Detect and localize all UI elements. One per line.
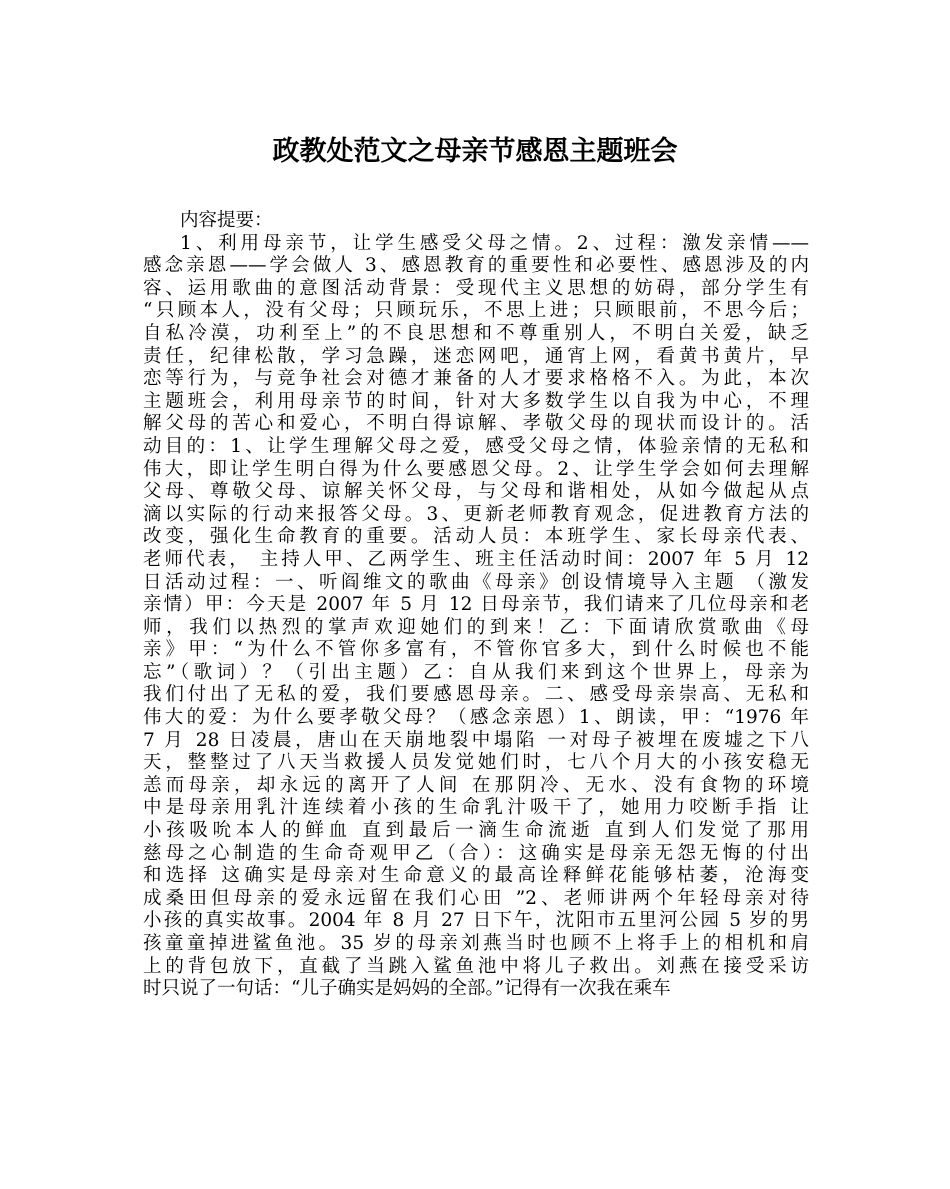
body-line: 责任，纪律松散，学习急躁，迷恋网吧，通宵上网，看黄书黄片，早 <box>143 345 809 367</box>
body-line: 伟大，即让学生明白得为什么要感恩父母。2、让学生学会如何去理解 <box>143 458 809 480</box>
body-line: 师，我们以热烈的掌声欢迎她们的到来！乙：下面请欣赏歌曲《母 <box>143 616 809 638</box>
document-content <box>143 210 809 1001</box>
body-line: 1、利用母亲节，让学生感受父母之情。2、过程：激发亲情—— <box>180 232 809 254</box>
body-line: 恋等行为，与竞争社会对德才兼备的人才要求格格不入。为此，本次 <box>143 368 809 390</box>
body-line: 容、运用歌曲的意图活动背景：受现代主义思想的妨碍，部分学生有 <box>143 277 809 299</box>
body-line: 忘”（歌词）？（引出主题）乙：自从我们来到这个世界上，母亲为 <box>143 661 809 683</box>
document-title: 政教处范文之母亲节感恩主题班会 <box>272 136 678 167</box>
body-line: 中是母亲用乳汁连续着小孩的生命乳汁吸干了，她用力咬断手指 让 <box>143 797 809 819</box>
body-line: 动目的：1、让学生理解父母之爱，感受父母之情，体验亲情的无私和 <box>143 435 809 457</box>
body-line: 老师代表， 主持人甲、乙两学生、班主任活动时间：2007 年 5 月 12 <box>143 548 809 570</box>
body-line: 感念亲恩——学会做人 3、感恩教育的重要性和必要性、感恩涉及的内 <box>143 255 809 277</box>
body-line: 天，整整过了八天当救援人员发觉她们时，七八个月大的小孩安稳无 <box>143 752 809 774</box>
body-line: 小孩的真实故事。2004 年 8 月 27 日下午，沈阳市五里河公园 5 岁的男 <box>143 910 809 932</box>
body-line: 亲》甲：“为什么不管你多富有，不管你官多大，到什么时候也不能 <box>143 639 809 661</box>
body-line: 父母、尊敬父母、谅解关怀父母，与父母和谐相处，从如今做起从点 <box>143 481 809 503</box>
body-line: 成桑田但母亲的爱永远留在我们心田 ”2、老师讲两个年轻母亲对待 <box>143 887 809 909</box>
summary-label: 内容提要： <box>180 210 273 231</box>
summary-body <box>143 233 809 1001</box>
body-line: 小孩吸吮本人的鲜血 直到最后一滴生命流逝 直到人们发觉了那用 <box>143 820 809 842</box>
body-line: 自私冷漠，功利至上”的不良思想和不尊重别人，不明白关爱，缺乏 <box>143 322 809 344</box>
body-line: 孩童童掉进鲨鱼池。35 岁的母亲刘燕当时也顾不上将手上的相机和肩 <box>143 933 809 954</box>
body-line: 滴以实际的行动来报答父母。3、更新老师教育观念，促进教育方法的 <box>143 503 809 525</box>
body-line: 时只说了一句话：“儿子确实是妈妈的全部。”记得有一次我在乘车 <box>143 978 671 1000</box>
body-line: 和选择 这确实是母亲对生命意义的最高诠释鲜花能够枯萎，沧海变 <box>143 865 809 887</box>
body-line: 亲情）甲：今天是 2007 年 5 月 12 日母亲节，我们请来了几位母亲和老 <box>143 594 809 616</box>
body-line: 解父母的苦心和爱心，不明白得谅解、孝敬父母的现状而设计的。活 <box>143 413 809 435</box>
body-line: 我们付出了无私的爱，我们要感恩母亲。二、感受母亲崇高、无私和 <box>143 684 809 706</box>
body-line: 主题班会，利用母亲节的时间，针对大多数学生以自我为中心，不理 <box>143 390 809 412</box>
body-line: 日活动过程：一、听阎维文的歌曲《母亲》创设情境导入主题 （激发 <box>143 571 809 593</box>
body-line: 上的背包放下，直截了当跳入鲨鱼池中将儿子救出。刘燕在接受采访 <box>143 955 809 977</box>
body-line: 伟大的爱：为什么要孝敬父母？（感念亲恩）1、朗读，甲：“1976 年 <box>143 707 809 729</box>
body-line: 慈母之心制造的生命奇观甲乙（合）：这确实是母亲无怨无悔的付出 <box>143 842 809 864</box>
body-line: “只顾本人，没有父母；只顾玩乐，不思上进；只顾眼前，不思今后； <box>143 300 809 322</box>
body-line: 恙而母亲，却永远的离开了人间 在那阴冷、无水、没有食物的环境 <box>143 774 809 796</box>
body-line: 7 月 28 日凌晨，唐山在天崩地裂中塌陷 一对母子被埋在废墟之下八 <box>143 729 809 751</box>
body-line: 改变，强化生命教育的重要。活动人员：本班学生、家长母亲代表、 <box>143 526 809 548</box>
